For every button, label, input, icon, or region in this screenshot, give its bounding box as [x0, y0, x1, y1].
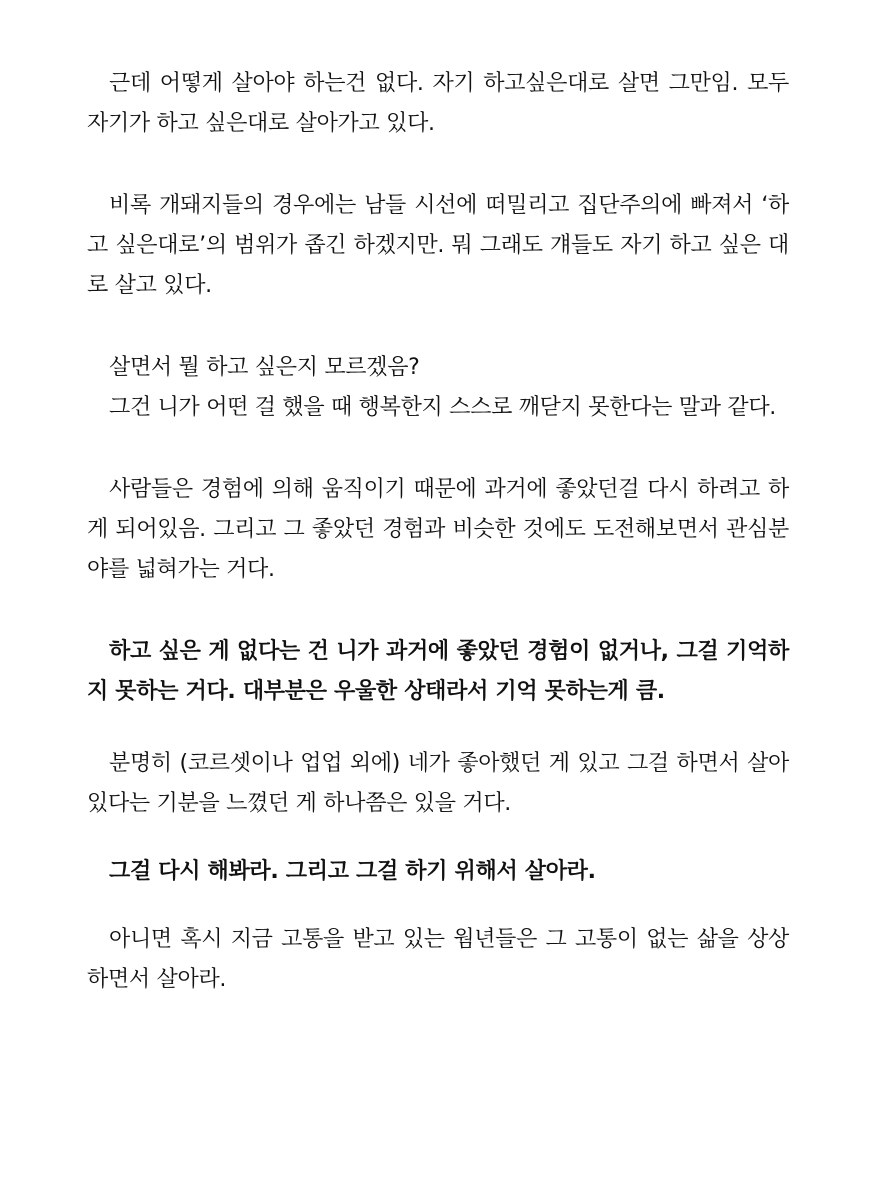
paragraph-7-bold: 그걸 다시 해봐라. 그리고 그걸 하기 위해서 살아라. [109, 859, 596, 884]
paragraph-gap [87, 144, 789, 186]
paragraph-4: 사람들은 경험에 의해 움직이기 때문에 과거에 좋았던걸 다시 하려고 하게 되어있음. 그리고 그 좋았던 경험과 비슷한 것에도 도전해보면서 관심분야를 넓혀가는 거다. [87, 477, 789, 582]
paragraph-gap [87, 306, 789, 348]
paragraph-gap [87, 428, 789, 470]
paragraph-gap [87, 824, 789, 852]
paragraph-5-bold: 하고 싶은 게 없다는 건 니가 과거에 좋았던 경험이 없거나, 그걸 기억하지 못하는 거다. 대부분은 우울한 상태라서 기억 못하는게 큼. [87, 639, 789, 704]
paragraph-6: 분명히 (코르셋이나 업업 외에) 네가 좋아했던 게 있고 그걸 하면서 살아있다는 기분을 느꼈던 게 하나쯤은 있을 거다. [87, 751, 789, 816]
paragraph-8: 아니면 혹시 지금 고통을 받고 있는 웜년들은 그 고통이 없는 삶을 상상하면서 살아라. [87, 927, 789, 992]
document-body [87, 64, 789, 1000]
paragraph-gap [87, 892, 789, 920]
paragraph-3-question: 살면서 뭘 하고 싶은지 모르겠음? [109, 355, 420, 380]
paragraph-3-answer: 그건 니가 어떤 걸 했을 때 행복한지 스스로 깨닫지 못한다는 말과 같다. [109, 395, 776, 420]
paragraph-1: 근데 어떻게 살아야 하는건 없다. 자기 하고싶은대로 살면 그만임. 모두 자기가 하고 싶은대로 살아가고 있다. [87, 71, 789, 136]
paragraph-gap [87, 712, 789, 744]
paragraph-2: 비록 개돼지들의 경우에는 남들 시선에 떠밀리고 집단주의에 빠져서 ‘하고 싶은대로’의 범위가 좁긴 하겠지만. 뭐 그래도 걔들도 자기 하고 싶은 대로 살고 있다. [87, 193, 789, 298]
paragraph-gap [87, 590, 789, 632]
